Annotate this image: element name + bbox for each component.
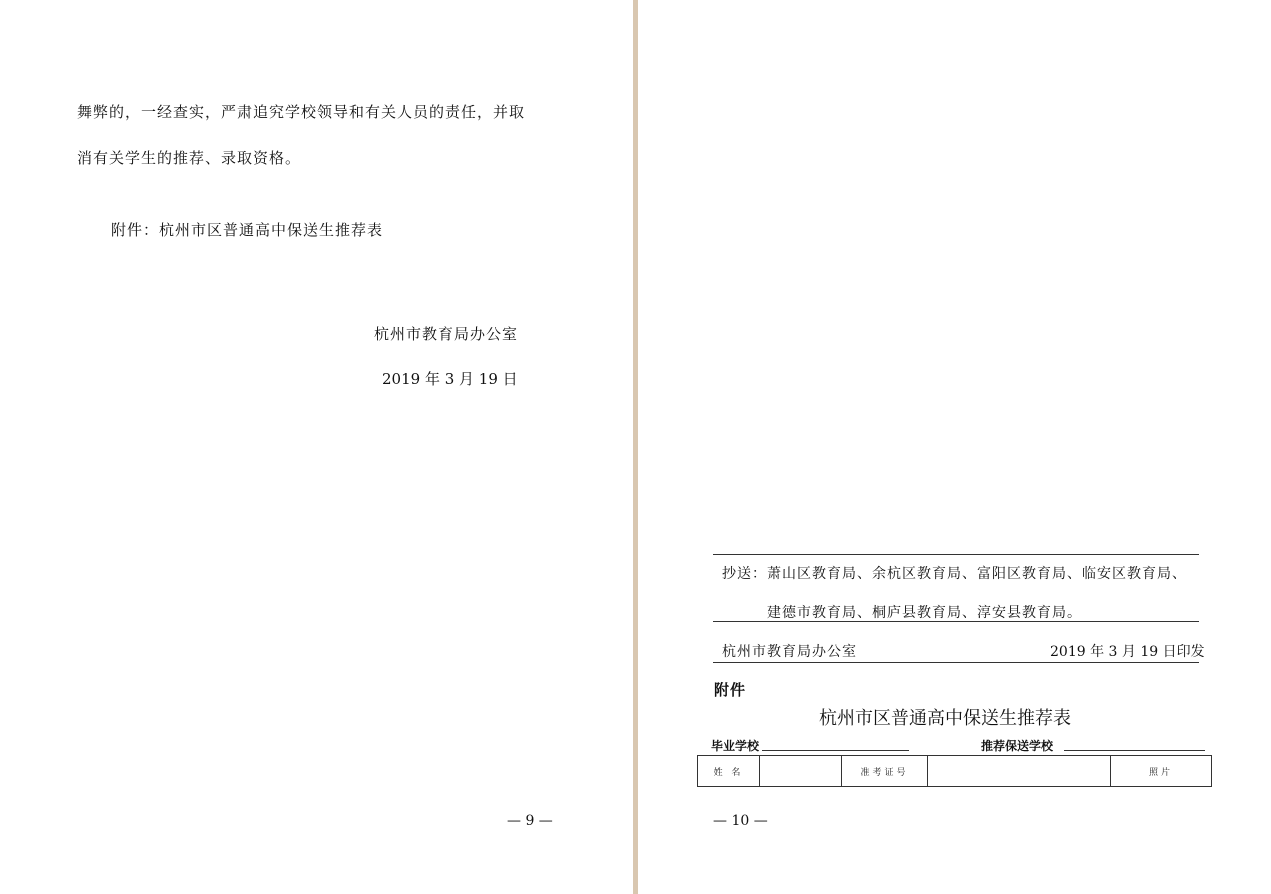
attachment-label: 附件	[714, 681, 747, 699]
issue-bottom-rule	[713, 662, 1199, 663]
cc-line-2: 建德市教育局、桐庐县教育局、淳安县教育局。	[767, 605, 1082, 621]
graduation-school-label: 毕业学校	[711, 739, 760, 753]
name-value-cell	[760, 756, 842, 787]
exam-id-label-cell: 准考证号	[842, 756, 928, 787]
signature-org: 杭州市教育局办公室	[374, 325, 519, 343]
form-title: 杭州市区普通高中保送生推荐表	[819, 708, 1071, 729]
attachment-note: 附件：杭州市区普通高中保送生推荐表	[111, 221, 384, 239]
page-number-right: — 10 —	[713, 813, 768, 829]
issue-date: 2019 年 3 月 19 日印发	[1050, 644, 1205, 660]
recommended-school-label: 推荐保送学校	[981, 739, 1054, 753]
exam-id-value-cell	[928, 756, 1111, 787]
cc-line-1: 抄送：萧山区教育局、余杭区教育局、富阳区教育局、临安区教育局、	[722, 566, 1187, 582]
recommendation-form-table	[697, 755, 1212, 787]
issuer: 杭州市教育局办公室	[722, 644, 857, 660]
cc-top-rule	[713, 554, 1199, 555]
page-number-left: — 9 —	[507, 813, 553, 829]
name-label-cell: 姓 名	[698, 756, 760, 787]
recommended-school-line	[1064, 750, 1205, 751]
photo-cell: 照片	[1111, 756, 1212, 787]
graduation-school-line	[762, 750, 909, 751]
cc-bottom-rule	[713, 621, 1199, 622]
left-page	[0, 0, 633, 894]
signature-date: 2019 年 3 月 19 日	[382, 370, 518, 388]
table-row	[698, 756, 1212, 787]
paragraph-line-2: 消有关学生的推荐、录取资格。	[77, 149, 302, 167]
paragraph-line-1: 舞弊的，一经查实，严肃追究学校领导和有关人员的责任，并取	[77, 103, 526, 121]
